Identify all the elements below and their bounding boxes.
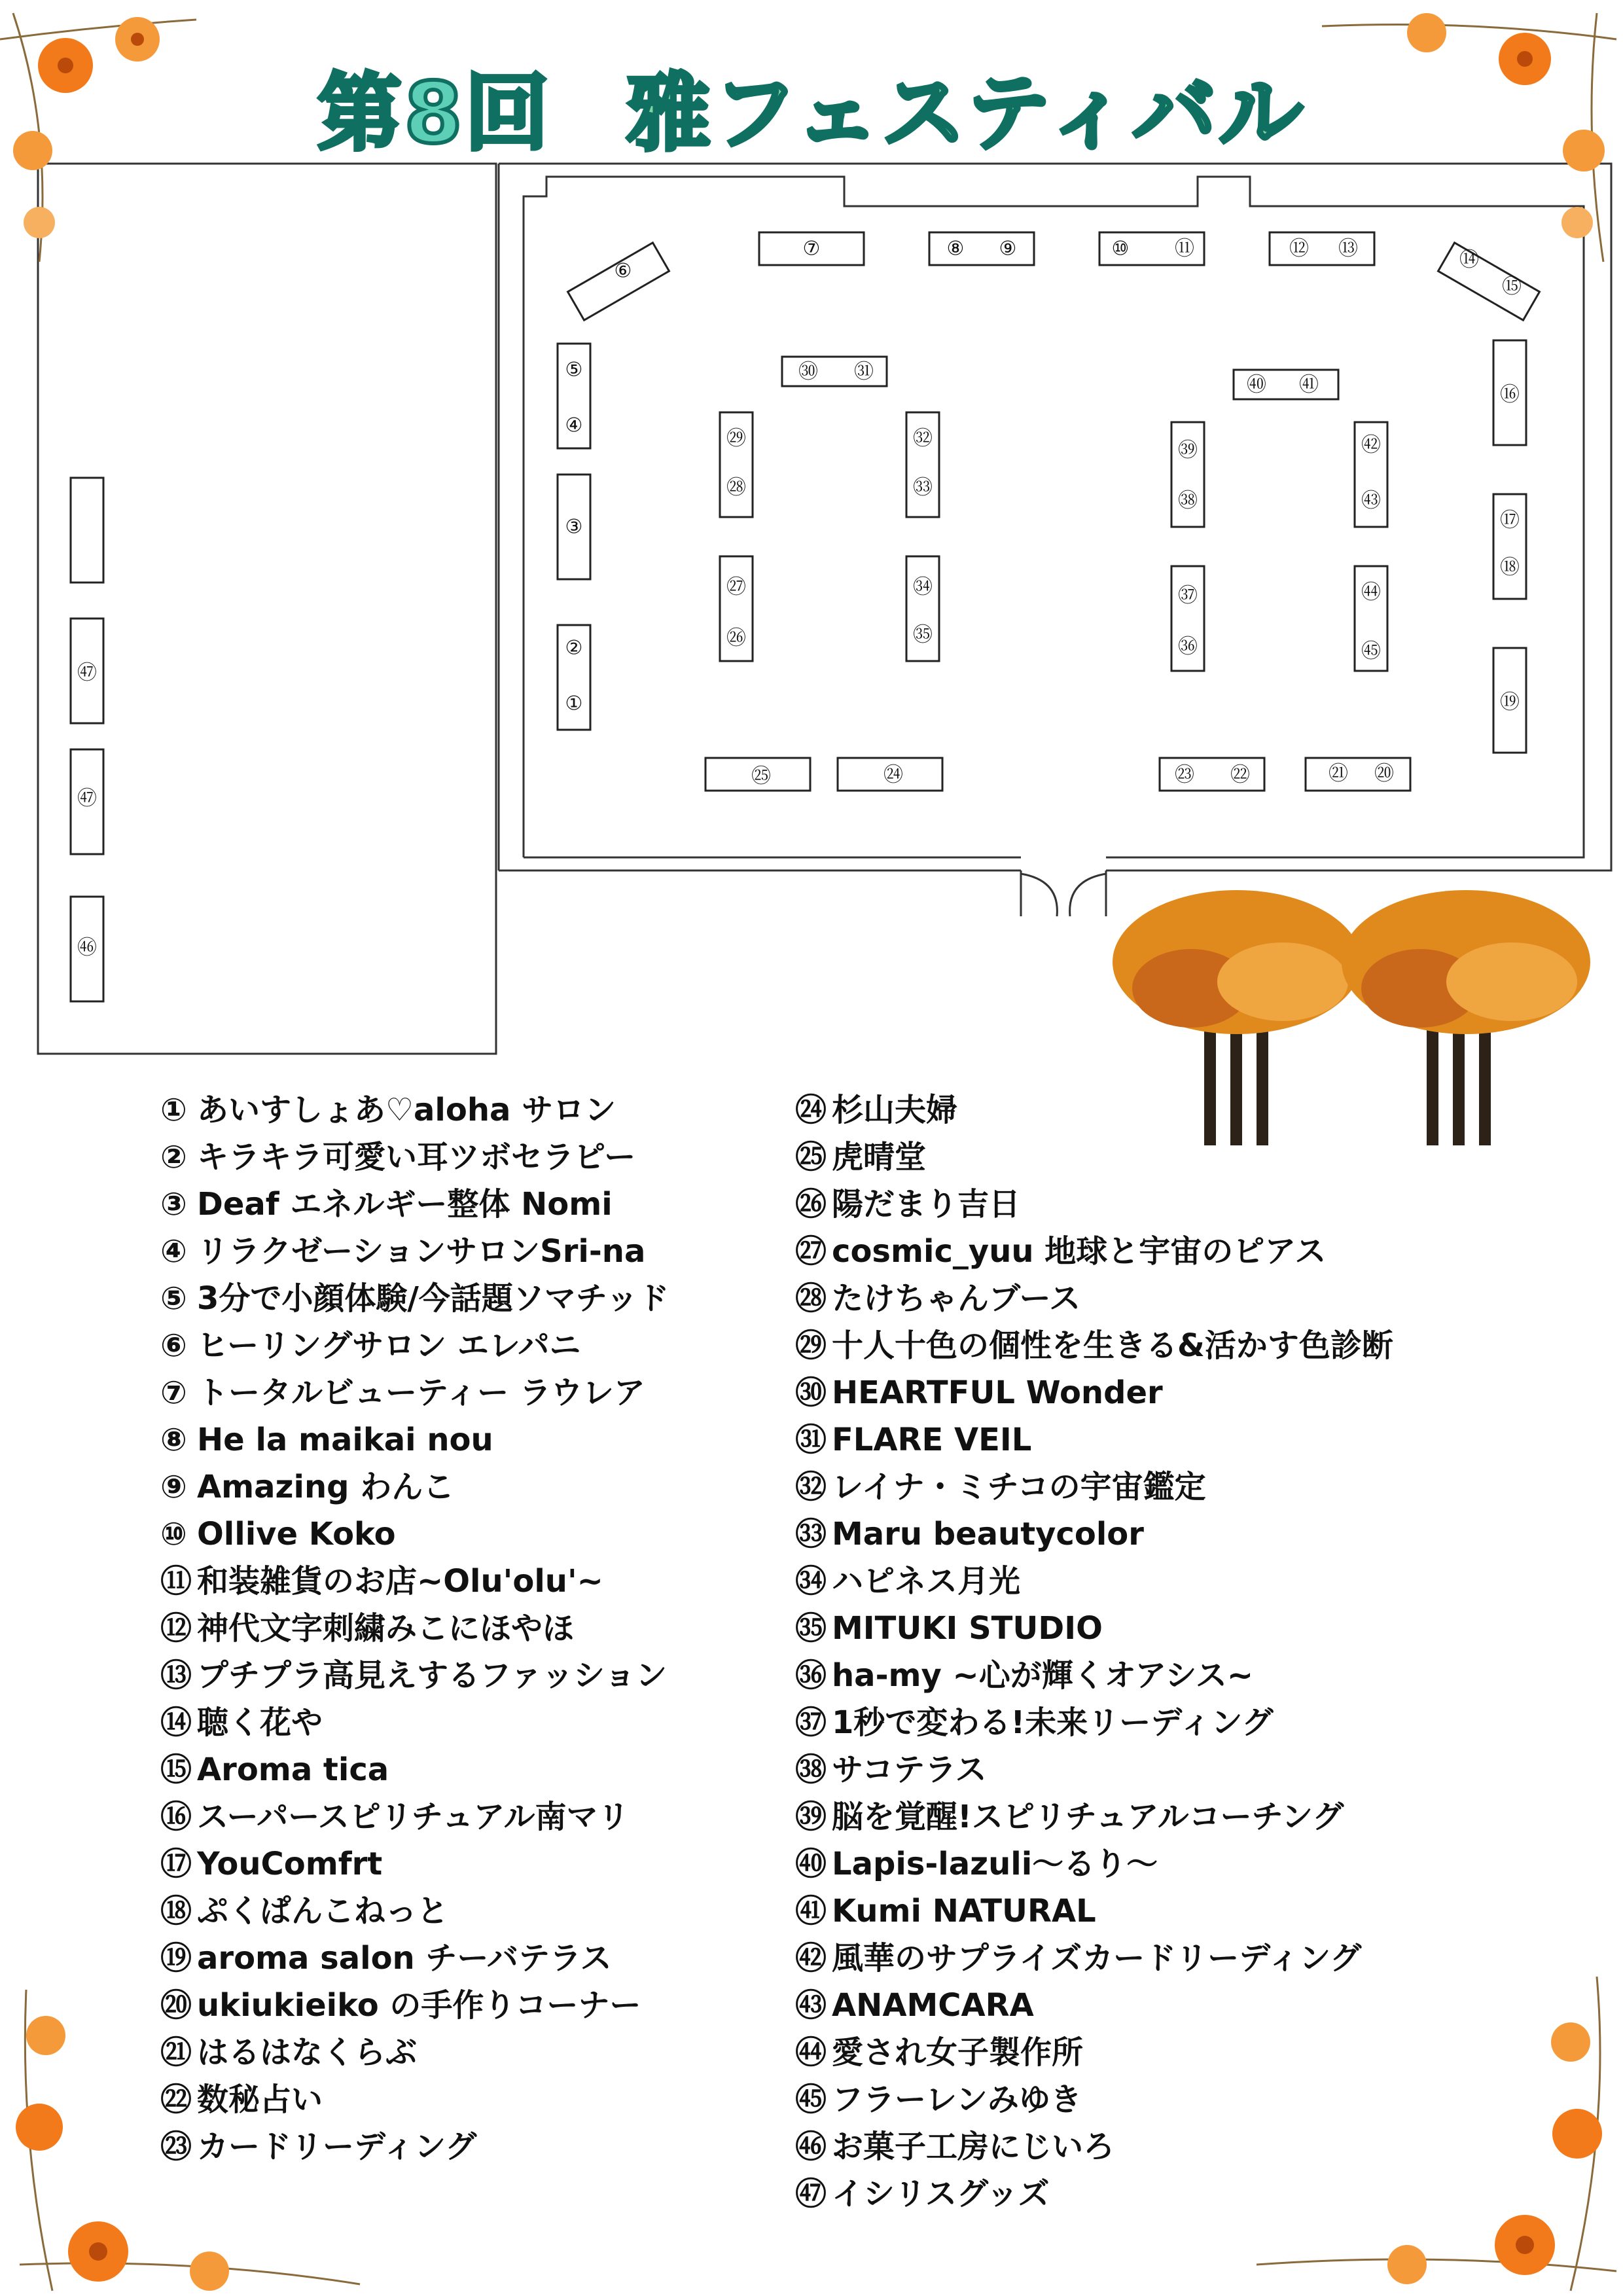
legend-number: ⑫ — [160, 1610, 192, 1647]
legend-item — [795, 1699, 1393, 1746]
legend-item — [795, 1228, 1393, 1275]
legend-number: ② — [160, 1139, 187, 1175]
legend-number: ⑪ — [160, 1563, 192, 1600]
booth-number: ⑩ — [1111, 237, 1130, 260]
legend-number: ⑬ — [160, 1657, 192, 1694]
legend-name: HEARTFUL Wonder — [832, 1374, 1163, 1411]
legend-item — [795, 1511, 1393, 1558]
legend-name: cosmic_yuu 地球と宇宙のピアス — [832, 1233, 1327, 1270]
legend-item — [795, 1982, 1393, 2029]
booth-number: ⑭ — [1459, 248, 1479, 272]
legend-number: ㉜ — [795, 1469, 827, 1505]
legend-item — [160, 1463, 669, 1511]
legend-item — [795, 2123, 1393, 2170]
legend-item — [795, 1369, 1393, 1416]
legend-name: スーパースピリチュアル南マリ — [197, 1799, 630, 1835]
booth-number: ㊱ — [1178, 635, 1198, 658]
title-festival: 雅フェスティバル — [626, 65, 1306, 162]
legend-number: ㊵ — [795, 1846, 827, 1882]
legend-number: ㉘ — [795, 1280, 827, 1317]
booth-number: ㉒ — [1230, 763, 1250, 787]
legend-item — [160, 1086, 669, 1134]
booth-number: ⑤ — [565, 358, 583, 382]
legend-number: ⑳ — [160, 1987, 192, 2024]
legend-name: 十人十色の個性を生きる&活かす色診断 — [832, 1327, 1393, 1364]
booth-number: ㉗ — [726, 575, 746, 599]
legend-name: ぷくぱんこねっと — [197, 1893, 449, 1929]
legend-name: 陽だまり吉日 — [832, 1186, 1021, 1223]
legend-item — [160, 1982, 669, 2029]
legend-number: ⑰ — [160, 1846, 192, 1882]
legend-number: ㉝ — [795, 1516, 827, 1552]
booth-number: ㉟ — [913, 623, 933, 647]
booth-table — [929, 232, 1034, 265]
booth-number: ⑮ — [1502, 275, 1522, 298]
legend-number: ㊲ — [795, 1704, 827, 1741]
legend-name: 風華のサプライズカードリーディング — [832, 1940, 1362, 1977]
booth-number: ㉓ — [1175, 763, 1194, 787]
legend-number: ㊺ — [795, 2081, 827, 2118]
legend-name: キラキラ可愛い耳ツボセラピー — [197, 1139, 636, 1175]
legend-name: He la maikai nou — [197, 1422, 493, 1458]
legend-item — [795, 2076, 1393, 2123]
legend-item — [795, 1652, 1393, 1699]
legend-name: 愛され女子製作所 — [832, 2034, 1084, 2071]
legend-item — [160, 1369, 669, 1416]
legend-name: カードリーディング — [197, 2128, 477, 2165]
legend-item — [795, 2170, 1393, 2217]
legend-item — [160, 1840, 669, 1888]
legend-item — [160, 1793, 669, 1840]
legend-name: ハピネス月光 — [832, 1563, 1021, 1600]
legend-number: ㊼ — [795, 2176, 827, 2212]
legend-item — [160, 2029, 669, 2076]
legend-number: ㉓ — [160, 2128, 192, 2165]
legend-item — [795, 1275, 1393, 1322]
booth-number: ㊵ — [1247, 373, 1266, 397]
booth-number: ㉖ — [726, 626, 746, 650]
booth-number: ㉙ — [726, 427, 746, 450]
legend-name: aroma salon チーバテラス — [197, 1940, 612, 1977]
booth-number: ④ — [565, 414, 583, 437]
legend-number: ⑤ — [160, 1280, 187, 1317]
legend-number: ㉞ — [795, 1563, 827, 1600]
legend-number: ㉙ — [795, 1327, 827, 1364]
legend-item — [795, 1322, 1393, 1369]
legend-item — [795, 1793, 1393, 1840]
booth-number: ㊳ — [1178, 489, 1198, 512]
legend-name: 虎晴堂 — [832, 1139, 927, 1175]
legend-name: MITUKI STUDIO — [832, 1610, 1103, 1647]
legend-name: YouComfrt — [197, 1846, 383, 1882]
legend-name: たけちゃんブース — [832, 1280, 1081, 1317]
booth-number: ⑬ — [1338, 237, 1358, 260]
legend-item — [160, 2123, 669, 2170]
booth-number: ㉚ — [798, 360, 818, 384]
booth-number: ㊶ — [1299, 373, 1319, 397]
legend-number: ㊳ — [795, 1751, 827, 1788]
legend-number: ㊹ — [795, 2034, 827, 2071]
legend-item — [795, 1888, 1393, 1935]
booth-table — [71, 478, 103, 583]
legend-item — [160, 1746, 669, 1793]
legend-item — [795, 1840, 1393, 1888]
legend-number: ㉛ — [795, 1422, 827, 1458]
legend-item — [160, 1228, 669, 1275]
legend-number: ⑭ — [160, 1704, 192, 1741]
booth-number: ㊸ — [1361, 489, 1381, 512]
booth-number: ㉕ — [751, 764, 771, 788]
legend-number: ㉒ — [160, 2081, 192, 2118]
legend-right-column — [795, 1086, 1393, 2217]
legend-name: トータルビューティー ラウレア — [197, 1374, 645, 1411]
entrance-door — [1021, 870, 1106, 916]
booth-number: ⑧ — [946, 237, 965, 260]
legend-name: 聴く花や — [197, 1704, 323, 1741]
legend-name: Deaf エネルギー整体 Nomi — [197, 1186, 613, 1223]
booth-number: ㉝ — [913, 476, 933, 499]
legend-number: ㉚ — [795, 1374, 827, 1411]
legend-item — [795, 2029, 1393, 2076]
legend-number: ㉑ — [160, 2034, 192, 2071]
booth-number: ㊲ — [1178, 584, 1198, 607]
legend-number: ㊻ — [795, 2128, 827, 2165]
booth-number: ㉑ — [1329, 762, 1348, 785]
legend-number: ㉟ — [795, 1610, 827, 1647]
legend-item — [795, 1416, 1393, 1463]
booth-number: ⑯ — [1500, 383, 1520, 406]
legend-number: ㉗ — [795, 1233, 827, 1270]
legend-item — [160, 1275, 669, 1322]
legend-name: イシリスグッズ — [832, 2176, 1050, 2212]
legend-number: ⑮ — [160, 1751, 192, 1788]
legend-number: ① — [160, 1092, 187, 1128]
booth-number: ㊼ — [77, 787, 97, 810]
booth-table — [1306, 758, 1410, 791]
legend-left-column — [160, 1086, 669, 2170]
booth-number: ㊺ — [1361, 639, 1381, 663]
booth-number: ㉛ — [854, 360, 874, 384]
legend-number: ⑥ — [160, 1327, 187, 1364]
legend-name: Lapis-lazuli〜るり〜 — [832, 1846, 1158, 1882]
booth-number: ㉞ — [913, 575, 933, 599]
booth-number: ㊹ — [1361, 581, 1381, 604]
booth-number: ③ — [565, 515, 583, 539]
flower-decoration-top-right — [1309, 0, 1623, 275]
legend-name: はるはなくらぶ — [197, 2034, 418, 2071]
legend-name: サコテラス — [832, 1751, 987, 1788]
legend-item — [160, 1322, 669, 1369]
legend-number: ㉔ — [795, 1092, 827, 1128]
legend-number: ㊸ — [795, 1987, 827, 2024]
legend-item — [160, 1416, 669, 1463]
legend-item — [795, 1086, 1393, 1134]
legend-name: Amazing わんこ — [197, 1469, 455, 1505]
legend-item — [160, 1511, 669, 1558]
flower-decoration-top-left — [0, 0, 223, 275]
booth-number: ⑱ — [1500, 556, 1520, 579]
booth-number: ⑨ — [999, 237, 1017, 260]
booth-number: ⑰ — [1500, 509, 1520, 532]
booth-number: ⑪ — [1175, 237, 1194, 260]
legend-name: フラーレンみゆき — [832, 2081, 1082, 2118]
legend-item — [160, 1652, 669, 1699]
legend-number: ㉕ — [795, 1139, 827, 1175]
hall-inner-wall — [524, 177, 1584, 857]
legend-name: ヒーリングサロン エレパニ — [197, 1327, 581, 1364]
legend-item — [795, 1463, 1393, 1511]
legend-name: 脳を覚醒!スピリチュアルコーチング — [832, 1799, 1344, 1835]
legend-name: ukiukieiko の手作りコーナー — [197, 1987, 641, 2024]
legend-name: 1秒で変わる!未来リーディング — [832, 1704, 1274, 1741]
legend-number: ③ — [160, 1186, 187, 1223]
legend-name: レイナ・ミチコの宇宙鑑定 — [832, 1469, 1206, 1505]
legend-number: ⑩ — [160, 1516, 187, 1552]
booth-number: ㊴ — [1178, 439, 1198, 462]
legend-name: 神代文字刺繍みこにほやほ — [197, 1610, 575, 1647]
legend-item — [160, 1558, 669, 1605]
booth-number: ㉘ — [726, 476, 746, 499]
legend-number: ㊱ — [795, 1657, 827, 1694]
legend-name: Aroma tica — [197, 1751, 389, 1788]
booth-number: ② — [565, 636, 583, 660]
annex-room — [38, 164, 496, 1054]
legend-number: ⑯ — [160, 1799, 192, 1835]
legend-item — [160, 1935, 669, 1982]
legend-name: リラクゼーションサロンSri-na — [197, 1233, 646, 1270]
legend-name: 数秘占い — [197, 2081, 323, 2118]
legend-item — [160, 1888, 669, 1935]
booth-number: ⑲ — [1500, 691, 1520, 714]
legend-item — [160, 1699, 669, 1746]
booth-number: ⑫ — [1289, 237, 1309, 260]
legend-name: 3分で小顔体験/今話題ソマチッド — [197, 1280, 669, 1317]
legend-item — [795, 1134, 1393, 1181]
legend-number: ⑲ — [160, 1940, 192, 1977]
legend-name: あいすしょあ♡aloha サロン — [197, 1092, 616, 1128]
legend-number: ⑧ — [160, 1422, 187, 1458]
booth-number: ⑳ — [1374, 762, 1394, 785]
legend-item — [795, 1605, 1393, 1652]
legend-item — [160, 2076, 669, 2123]
legend-name: Ollive Koko — [197, 1516, 396, 1552]
legend-number: ㊴ — [795, 1799, 827, 1835]
legend-item — [795, 1935, 1393, 1982]
legend-number: ㉖ — [795, 1186, 827, 1223]
legend-number: ⑦ — [160, 1374, 187, 1411]
legend-name: FLARE VEIL — [832, 1422, 1032, 1458]
legend-item — [795, 1746, 1393, 1793]
legend-item — [795, 1181, 1393, 1228]
legend-name: ANAMCARA — [832, 1987, 1034, 2024]
legend-name: 杉山夫婦 — [832, 1092, 958, 1128]
booth-number: ㉔ — [883, 763, 903, 787]
booth-number: ⑥ — [614, 259, 632, 283]
legend-name: Maru beautycolor — [832, 1516, 1144, 1552]
legend-item — [795, 1558, 1393, 1605]
booth-number: ㉜ — [913, 427, 933, 450]
legend-item — [160, 1134, 669, 1181]
legend-number: ㊷ — [795, 1940, 827, 1977]
legend-name: プチプラ高見えするファッション — [197, 1657, 668, 1694]
booth-number: ⑦ — [802, 237, 821, 260]
legend-name: 和装雑貨のお店~Olu'olu'~ — [197, 1563, 603, 1600]
booth-number: ㊷ — [1361, 433, 1381, 457]
booth-number: ㊻ — [77, 936, 97, 960]
legend-name: お菓子工房にじいろ — [832, 2128, 1115, 2165]
title-edition: 第8回 — [317, 65, 552, 162]
legend-name: Kumi NATURAL — [832, 1893, 1096, 1929]
legend-number: ⑨ — [160, 1469, 187, 1505]
booth-number: ① — [565, 692, 583, 715]
legend-number: ㊶ — [795, 1893, 827, 1929]
legend-number: ④ — [160, 1233, 187, 1270]
legend-name: ha-my ~心が輝くオアシス~ — [832, 1657, 1254, 1694]
legend-item — [160, 1605, 669, 1652]
booth-number: ㊼ — [77, 661, 97, 685]
legend-item — [160, 1181, 669, 1228]
legend-number: ⑱ — [160, 1893, 192, 1929]
